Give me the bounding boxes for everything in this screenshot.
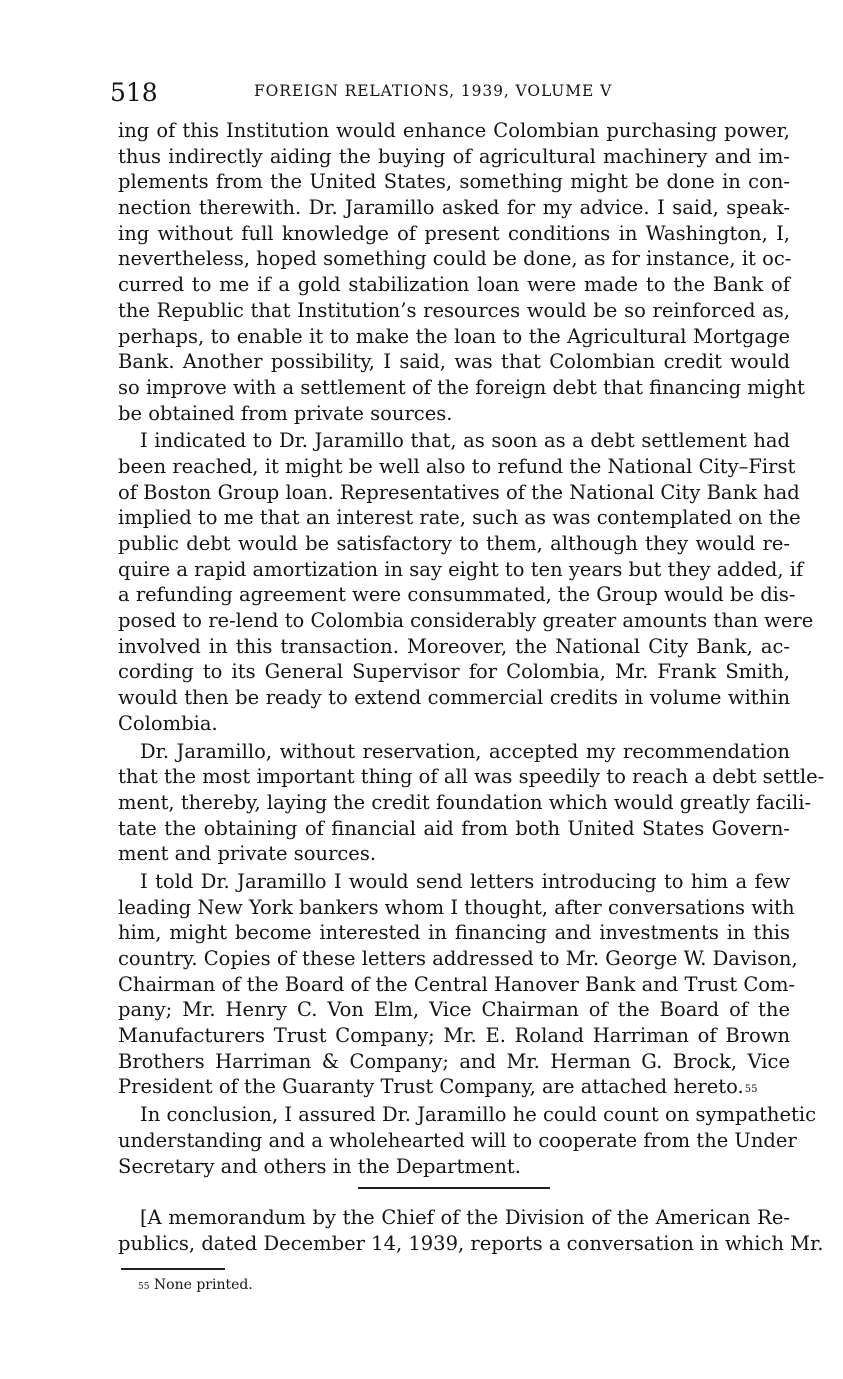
text-line: I indicated to Dr. Jaramillo that, as soon as a debt settlement had xyxy=(140,429,790,453)
body-text xyxy=(118,118,825,1181)
text-line: I told Dr. Jaramillo I would send letters introducing to him a few xyxy=(140,869,790,893)
page-header xyxy=(110,78,790,112)
footnote-reference[interactable]: 55 xyxy=(744,1084,758,1096)
paragraph-4 xyxy=(118,869,798,1100)
text-line: leading New York bankers whom I thought, after conversations with xyxy=(118,895,795,919)
text-line: Colombia. xyxy=(118,711,218,735)
text-line: would then be ready to extend commercial credits in volume within xyxy=(118,686,790,710)
text-line: Secretary and others in the Department. xyxy=(118,1154,521,1178)
section-divider xyxy=(358,1187,550,1189)
text-line: nevertheless, hoped something could be done, as for instance, it oc- xyxy=(118,247,792,271)
paragraph-1 xyxy=(118,118,805,426)
text-line: ment and private sources. xyxy=(118,842,377,866)
text-line: Manufacturers Trust Company; Mr. E. Roland Harriman of Brown xyxy=(118,1024,790,1048)
text-line: so improve with a settlement of the foreign debt that financing might xyxy=(118,375,805,399)
editorial-note xyxy=(118,1205,824,1256)
footnote-text: None printed. xyxy=(153,1277,253,1293)
text-line: nection therewith. Dr. Jaramillo asked for my advice. I said, speak- xyxy=(118,196,790,220)
text-line: country. Copies of these letters addressed to Mr. George W. Davison, xyxy=(118,947,798,970)
text-line: cording to its General Supervisor for Colombia, Mr. Frank Smith, xyxy=(118,660,790,684)
text-line: a refunding agreement were consummated, the Group would be dis- xyxy=(118,583,796,607)
text-line: be obtained from private sources. xyxy=(118,401,453,425)
text-line: pany; Mr. Henry C. Von Elm, Vice Chairman of the Board of the xyxy=(118,998,790,1022)
text-line: ment, thereby, laying the credit foundation which would greatly facili- xyxy=(118,790,812,814)
text-line: Bank. Another possibility, I said, was that Colombian credit would xyxy=(118,350,790,374)
text-line: understanding and a wholehearted will to cooperate from the Under xyxy=(118,1128,797,1152)
text-line: been reached, it might be well also to refund the National City–First xyxy=(118,454,796,478)
text-line-with-footnote-ref xyxy=(118,1074,790,1100)
footnote-number: 55 xyxy=(138,1282,150,1292)
text-line: thus indirectly aiding the buying of agricultural machinery and im- xyxy=(118,144,790,168)
text-line: posed to re-lend to Colombia considerably greater amounts than were xyxy=(118,609,814,633)
paragraph-3 xyxy=(118,739,825,867)
text-line: that the most important thing of all was speedily to reach a debt settle- xyxy=(118,765,825,789)
running-head: FOREIGN RELATIONS, 1939, VOLUME V xyxy=(254,82,613,100)
text-line: him, might become interested in financing and investments in this xyxy=(118,921,790,945)
text-line: curred to me if a gold stabilization loan were made to the Bank of xyxy=(118,273,790,297)
text-line: Brothers Harriman & Company; and Mr. Herman G. Brock, Vice xyxy=(118,1049,790,1073)
paragraph-2 xyxy=(118,428,814,736)
text-line: [A memorandum by the Chief of the Division of the American Re- xyxy=(140,1206,790,1229)
text-line: perhaps, to enable it to make the loan to the Agricultural Mortgage xyxy=(118,324,790,348)
text-line: public debt would be satisfactory to them, although they would re- xyxy=(118,532,790,555)
text-line: In conclusion, I assured Dr. Jaramillo he could count on sympathetic xyxy=(140,1103,817,1127)
text-line: the Republic that Institution’s resources would be so reinforced as, xyxy=(118,298,790,322)
page-number: 518 xyxy=(110,78,158,107)
text-line: tate the obtaining of financial aid from both United States Govern- xyxy=(118,816,790,840)
text-line: Chairman of the Board of the Central Hanover Bank and Trust Com- xyxy=(118,972,796,996)
text-line-content: President of the Guaranty Trust Company, are attached hereto. xyxy=(118,1075,744,1099)
footnote xyxy=(138,1275,253,1295)
text-line: involved in this transaction. Moreover, the National City Bank, ac- xyxy=(118,634,790,658)
text-line: quire a rapid amortization in say eight to ten years but they added, if xyxy=(118,557,804,581)
text-line: ing without full knowledge of present conditions in Washington, I, xyxy=(118,221,790,245)
text-line: implied to me that an interest rate, such as was contemplated on the xyxy=(118,506,801,530)
text-line: Dr. Jaramillo, without reservation, accepted my recommendation xyxy=(140,739,790,763)
text-line: ing of this Institution would enhance Colombian purchasing power, xyxy=(118,119,790,142)
text-line: publics, dated December 14, 1939, reports a conversation in which Mr. xyxy=(118,1231,824,1255)
text-line: plements from the United States, something might be done in con- xyxy=(118,170,790,194)
footnote-divider xyxy=(121,1268,225,1270)
paragraph-5 xyxy=(118,1102,817,1179)
text-line: of Boston Group loan. Representatives of the National City Bank had xyxy=(118,480,800,504)
